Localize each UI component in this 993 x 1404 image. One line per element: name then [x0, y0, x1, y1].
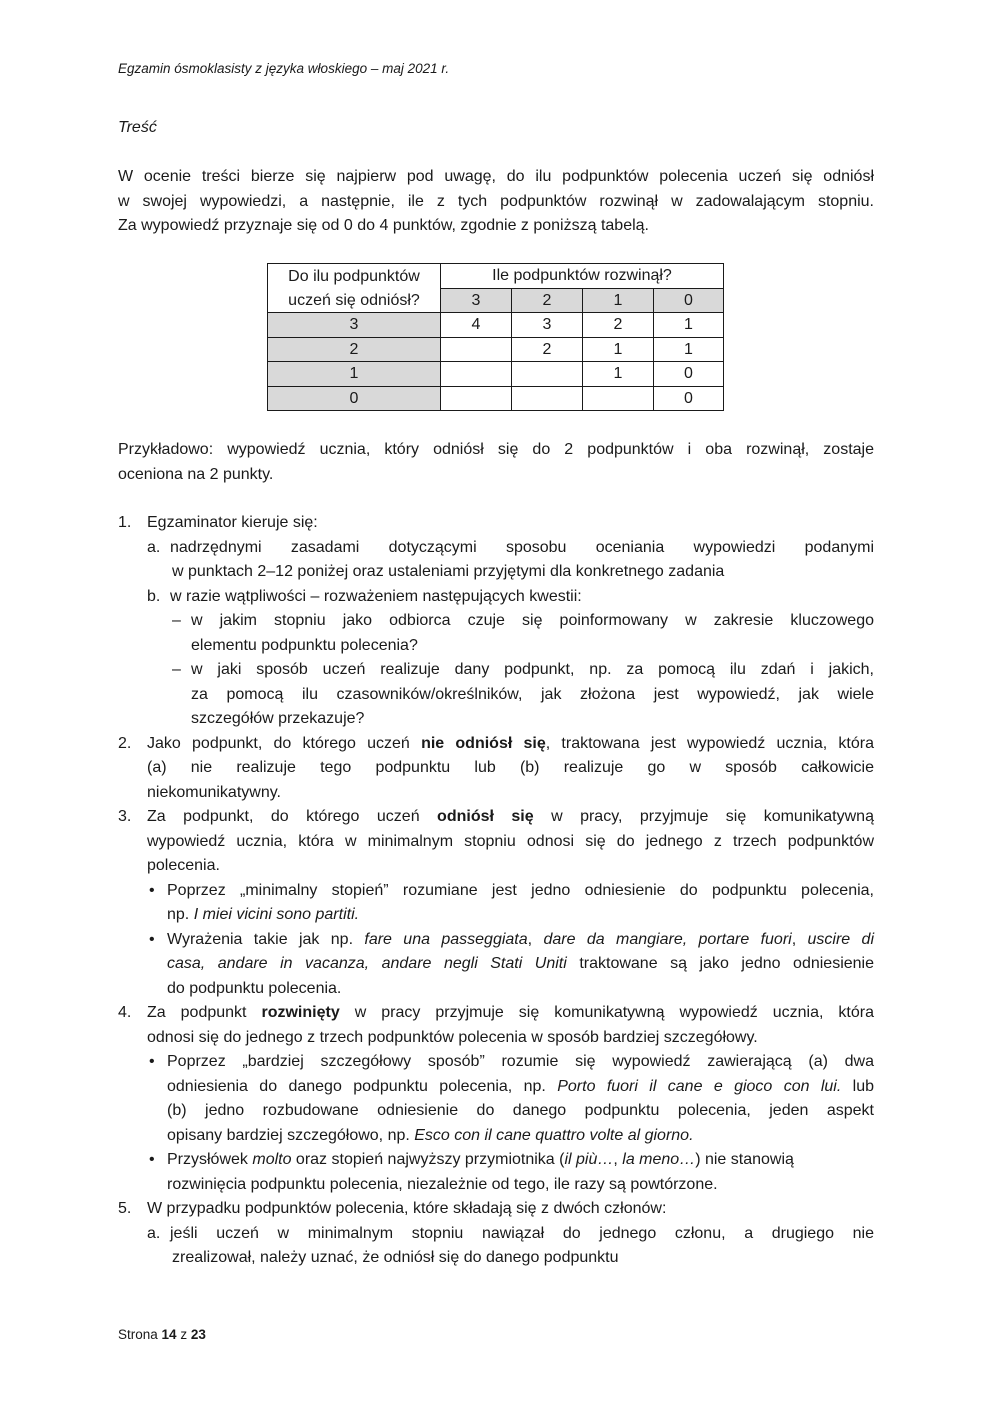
table-cell: 1	[583, 362, 654, 387]
item-text: w jakim stopniu jako odbiorca czuje się poinformowany w zakresie kluczowego	[191, 612, 874, 629]
sub-item	[147, 536, 874, 585]
scoring-table	[267, 263, 724, 411]
item-text: polecenia.	[147, 857, 220, 874]
item-line	[167, 903, 874, 928]
sub-item	[147, 1222, 874, 1271]
section-title: Treść	[118, 119, 157, 136]
item-text: Za podpunkt, do którego uczeń	[147, 808, 438, 825]
rules-list	[118, 511, 874, 1271]
item-text: ,	[527, 930, 544, 948]
table-cell: 0	[654, 362, 724, 387]
bullet-item	[147, 1148, 874, 1197]
sub-letter: b.	[147, 587, 161, 605]
document-page	[118, 0, 874, 1404]
intro-line: w swojej wypowiedzi, a następnie, ile z tych podpunktów rozwinął w zadowalającym stopniu.	[118, 192, 874, 210]
row-header: 2	[268, 337, 441, 362]
example-text: uscire di	[807, 930, 875, 948]
item-line	[167, 1075, 874, 1100]
item-number: 1.	[118, 514, 132, 531]
example-text: la meno…	[622, 1151, 696, 1168]
table-cell: 1	[654, 337, 724, 362]
bullet-item	[147, 928, 874, 1002]
item-text: szczegółów przekazuje?	[191, 710, 365, 727]
item-number: 2.	[118, 734, 132, 752]
row-header: 0	[268, 386, 441, 411]
item-text: Egzaminator kieruje się:	[147, 514, 318, 531]
item-text: ,	[613, 1151, 623, 1168]
item-text: ) nie stanowią	[695, 1151, 794, 1168]
row-header: 1	[268, 362, 441, 387]
bullet-item	[147, 1050, 874, 1148]
page-number: 14	[161, 1327, 177, 1342]
table-cell	[441, 362, 512, 387]
item-text: do podpunktu polecenia.	[167, 979, 342, 997]
table-cell: 2	[512, 337, 583, 362]
column-header: 0	[654, 288, 724, 313]
item-text: rozwinięcia podpunktu polecenia, niezależnie od tego, ile razy są powtórzone.	[167, 1175, 718, 1193]
sub-item	[147, 585, 874, 732]
bullet-marker: •	[149, 1151, 155, 1168]
item-number: 4.	[118, 1004, 132, 1021]
page-header: Egzamin ósmoklasisty z języka włoskiego – maj 2021 r.	[118, 61, 450, 76]
item-text: np.	[167, 906, 194, 923]
list-item	[118, 511, 874, 732]
page-total: 23	[190, 1327, 206, 1342]
item-text: Za podpunkt	[147, 1004, 262, 1021]
dash-marker: –	[172, 661, 181, 678]
item-text: opisany bardziej szczegółowo, np.	[167, 1126, 415, 1144]
bullet-marker: •	[149, 881, 155, 899]
item-line	[167, 928, 874, 953]
table-cell	[512, 386, 583, 411]
example-text: molto	[252, 1151, 292, 1168]
emphasis-text: rozwinięty	[261, 1004, 340, 1021]
example-line: Przykładowo: wypowiedź ucznia, który odniósł się do 2 podpunktów i oba rozwinął, zostaje	[118, 441, 874, 458]
item-text: (b) jedno rozbudowane odniesienie do danego podpunktu polecenia, jeden aspekt	[167, 1102, 874, 1119]
table-cell: 3	[512, 313, 583, 338]
example-text: Porto fuori il cane e gioco con lui.	[557, 1077, 842, 1095]
item-text: (a) nie realizuje tego podpunktu lub (b) realizuje go w sposób całkowicie	[147, 759, 874, 776]
example-text: I miei vicini sono partiti.	[193, 906, 360, 923]
table-row	[268, 386, 724, 411]
item-line	[147, 1001, 874, 1026]
item-text: Poprzez „minimalny stopień” rozumiane jest jedno odniesienie do podpunktu polecenia,	[167, 881, 874, 899]
item-text: odnosi się do jednego z trzech podpunktów polecenia w sposób bardziej szczegółowy.	[147, 1028, 758, 1046]
table-row	[268, 362, 724, 387]
dash-item	[170, 609, 874, 658]
item-number: 3.	[118, 808, 132, 825]
sub-letter: a.	[147, 538, 161, 556]
item-text: za pomocą ilu czasowników/określników, jak złożona jest wypowiedź, jak wiele	[191, 685, 874, 703]
example-paragraph	[118, 438, 874, 487]
item-text: , traktowana jest wypowiedź ucznia, która	[545, 734, 874, 752]
table-row	[268, 313, 724, 338]
item-text: w pracy przyjmuje się komunikatywną wypowiedź ucznia, która	[339, 1004, 874, 1021]
item-text: zrealizował, należy uznać, że odniósł się do danego podpunktu	[172, 1249, 619, 1266]
item-text: Wyrażenia takie jak np.	[167, 930, 365, 948]
table-cell: 1	[583, 337, 654, 362]
example-text: casa, andare in vacanza, andare negli Stati Uniti	[167, 955, 567, 972]
example-text: fare una passeggiata	[364, 930, 528, 948]
table-cell: 1	[654, 313, 724, 338]
item-text: Jako podpunkt, do którego uczeń	[147, 734, 422, 752]
sub-letter: a.	[147, 1224, 161, 1242]
item-text: w punktach 2–12 poniżej oraz ustaleniami przyjętymi dla konkretnego zadania	[172, 563, 725, 580]
item-text: Przysłówek	[167, 1151, 253, 1168]
table-cell	[583, 386, 654, 411]
item-text: nadrzędnymi zasadami dotyczącymi sposobu oceniania wypowiedzi podanymi	[170, 538, 874, 556]
table-cell	[441, 386, 512, 411]
table-cell: 0	[654, 386, 724, 411]
bullet-marker: •	[149, 1053, 155, 1070]
item-text: niekomunikatywny.	[147, 783, 281, 801]
example-line: oceniona na 2 punkty.	[118, 465, 274, 483]
table-row	[268, 337, 724, 362]
bullet-marker: •	[149, 930, 155, 948]
column-header: 1	[583, 288, 654, 313]
column-header: 3	[441, 288, 512, 313]
item-text: elementu podpunktu polecenia?	[191, 636, 418, 654]
row-header: 3	[268, 313, 441, 338]
table-cell: 2	[583, 313, 654, 338]
dash-item	[170, 658, 874, 732]
table-cell	[512, 362, 583, 387]
intro-paragraph	[118, 165, 874, 239]
item-text: w razie wątpliwości – rozważeniem następujących kwestii:	[170, 587, 582, 605]
item-line	[147, 805, 874, 830]
item-line	[147, 732, 874, 757]
dash-marker: –	[172, 612, 181, 629]
intro-line: W ocenie treści bierze się najpierw pod uwagę, do ilu podpunktów polecenia uczeń się odniósł	[118, 168, 874, 185]
item-text: odniesienia do danego podpunktu polecenia, np.	[167, 1077, 558, 1095]
intro-line: Za wypowiedź przyznaje się od 0 do 4 punktów, zgodnie z poniższą tabelą.	[118, 217, 649, 234]
page-footer	[118, 1327, 206, 1342]
list-item	[118, 805, 874, 1001]
item-line	[167, 952, 874, 977]
example-text: il più…	[564, 1151, 614, 1168]
item-line	[167, 1148, 874, 1173]
emphasis-text: odniósł się	[437, 808, 534, 825]
item-number: 5.	[118, 1200, 132, 1217]
corner-header-line1: Do ilu podpunktów	[268, 264, 441, 289]
item-text: w pracy, przyjmuje się komunikatywną	[533, 808, 874, 825]
item-line	[167, 1124, 874, 1149]
developed-header: Ile podpunktów rozwinął?	[441, 264, 724, 289]
item-text: oraz stopień najwyższy przymiotnika (	[291, 1151, 565, 1168]
corner-header-line2: uczeń się odniósł?	[268, 288, 441, 313]
item-text: jeśli uczeń w minimalnym stopniu nawiązał do jednego członu, a drugiego nie	[170, 1224, 874, 1242]
item-text: lub	[841, 1077, 875, 1095]
list-item	[118, 1197, 874, 1271]
example-text: Esco con il cane quattro volte al giorno.	[414, 1126, 694, 1144]
column-header: 2	[512, 288, 583, 313]
item-text: w jaki sposób uczeń realizuje dany podpunkt, np. za pomocą ilu zdań i jakich,	[191, 661, 874, 678]
item-text: Poprzez „bardziej szczegółowy sposób” rozumie się wypowiedź zawierającą (a) dwa	[167, 1053, 874, 1070]
item-text: ,	[791, 930, 808, 948]
list-item	[118, 1001, 874, 1197]
item-text: wypowiedź ucznia, która w minimalnym stopniu odnosi się do jednego z trzech podpunktów	[147, 832, 874, 850]
example-text: dare da mangiare, portare fuori	[543, 930, 792, 948]
table-cell: 4	[441, 313, 512, 338]
emphasis-text: nie odniósł się	[421, 734, 546, 752]
list-item	[118, 732, 874, 806]
item-text: traktowane są jako jedno odniesienie	[566, 955, 875, 972]
item-text: W przypadku podpunktów polecenia, które składają się z dwóch członów:	[147, 1200, 667, 1217]
footer-text: z	[176, 1327, 191, 1342]
table-cell	[441, 337, 512, 362]
bullet-item	[147, 879, 874, 928]
footer-text: Strona	[118, 1327, 162, 1342]
